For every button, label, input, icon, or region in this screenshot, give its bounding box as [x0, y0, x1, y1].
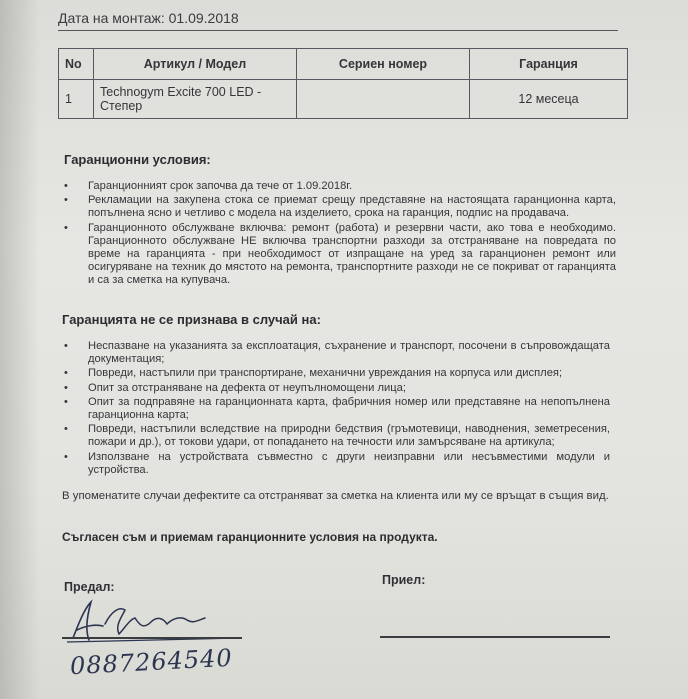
- list-item: • Опит за подправяне на гаранционната карта, фабричния номер или представяне на непопълнена гаранционна карта;: [64, 395, 610, 422]
- page-shadow: [0, 0, 40, 699]
- product-table: [58, 48, 628, 119]
- received-label: Приел:: [382, 573, 426, 587]
- exclusions-note: В упоменатите случаи дефектите са отстраняват за сметка на клиента или му се връщат в същия вид.: [62, 490, 609, 502]
- list-item: • Гаранционният срок започва да тече от 1.09.2018г.: [64, 180, 353, 192]
- list-item: • Неспазване на указанията за експлоатация, съхранение и транспорт, посочени в съпровождащата документация;: [64, 340, 610, 366]
- list-item: • Повреди, настъпили при транспортиране, механични увреждания на корпуса или дисплея;: [64, 367, 563, 380]
- handed-over-label: Предал:: [64, 580, 115, 594]
- col-header-serial: Сериен номер: [297, 49, 470, 80]
- agreement-statement: Съгласен съм и приемам гаранционните условия на продукта.: [62, 530, 438, 544]
- table-row: [59, 80, 628, 119]
- table-header-row: [59, 49, 628, 80]
- list-item: • Гаранционното обслужване включва: ремонт (работа) и резервни части, ако това е необходимо. Гаранционното обслужване НЕ включва транспортни разходи за отстраняване на повредата по време на гаранцията - при необходимост от изпращане на уред за гаранционен ремонт или осигуряване на техник до мястото на ремонта, транспортните разходи не се покриват от гаранцията и са за сметка на купувача.: [64, 221, 616, 287]
- col-header-warranty: Гаранция: [470, 49, 628, 80]
- exclusions-list: [62, 340, 610, 478]
- handwritten-signature: [55, 590, 245, 650]
- conditions-list: [62, 180, 616, 289]
- cell-warranty: 12 месеца: [470, 80, 628, 119]
- list-item: • Използване на устройствата съвместно с други неизправни или несъвместими модули и устройства.: [64, 450, 610, 476]
- installation-date: Дата на монтаж: 01.09.2018: [58, 10, 618, 31]
- cell-model: Technogym Excite 700 LED - Степер: [94, 80, 297, 119]
- signature-line-left: [62, 637, 242, 639]
- cell-no: 1: [59, 80, 94, 119]
- signature-line-right: [380, 636, 610, 638]
- list-item: • Рекламации на закупена стока се приемат срещу представяне на настоящата гаранционна карта, попълнена ясно и четливо с модела на изделието, срока на гаранция, подпис на продавача.: [64, 194, 616, 220]
- cell-serial: [297, 80, 470, 119]
- handwritten-phone: 0887264540: [69, 643, 234, 681]
- col-header-no: No: [59, 49, 94, 80]
- list-item: • Опит за отстраняване на дефекта от неупълномощени лица;: [64, 381, 406, 394]
- exclusions-title: Гаранцията не се признава в случай на:: [62, 312, 321, 327]
- conditions-title: Гаранционни условия:: [64, 152, 211, 167]
- col-header-model: Артикул / Модел: [94, 49, 297, 80]
- list-item: • Повреди, настъпили вследствие на природни бедствия (гръмотевици, наводнения, земетресения, пожари и др.), от токови удари, от попадането на течности или замърсяване на артикула;: [64, 423, 610, 449]
